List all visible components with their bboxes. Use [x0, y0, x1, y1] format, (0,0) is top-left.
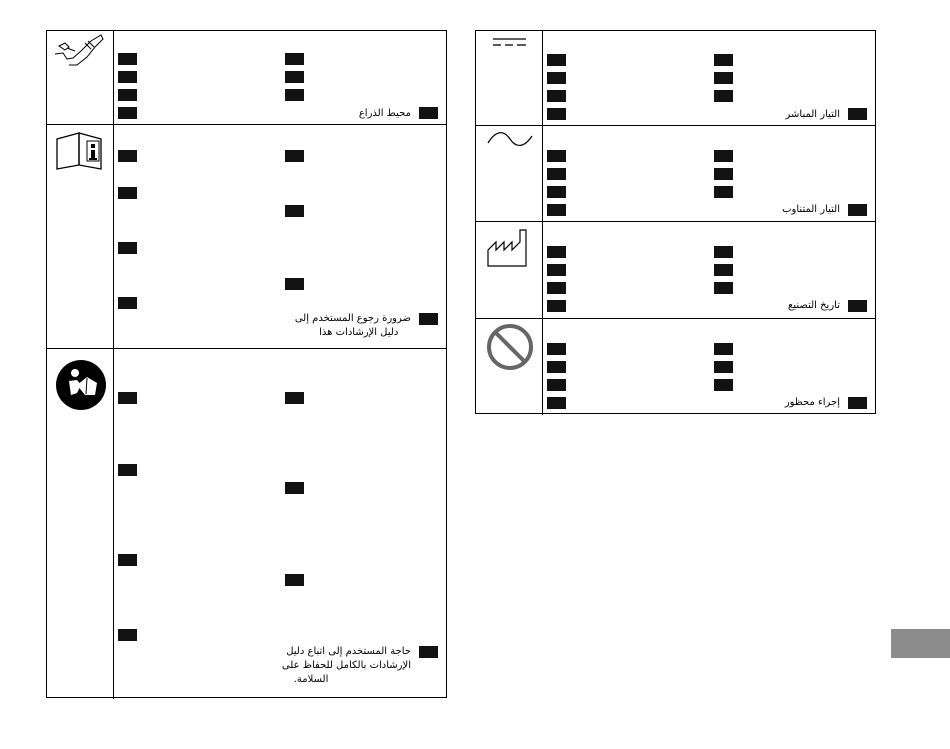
- redacted-block: [714, 246, 733, 258]
- direct-current-icon: [476, 31, 542, 55]
- redacted-block: [547, 300, 566, 312]
- redacted-block: [547, 54, 566, 66]
- redacted-block: [118, 464, 137, 476]
- redacted-block: [285, 482, 304, 494]
- redacted-block: [547, 90, 566, 102]
- redacted-block: [118, 297, 137, 309]
- redacted-block: [285, 205, 304, 217]
- instructions-book-icon: [47, 125, 113, 175]
- redacted-block: [547, 379, 566, 391]
- prohibited-icon: [476, 319, 542, 375]
- redacted-block: [285, 392, 304, 404]
- icon-cell: [47, 125, 114, 348]
- redacted-block: [547, 204, 566, 216]
- redacted-block: [118, 89, 137, 101]
- redacted-block: [848, 108, 867, 120]
- redacted-block: [547, 72, 566, 84]
- icon-cell: [476, 126, 543, 221]
- icon-cell: [476, 222, 543, 318]
- table-row: [476, 319, 875, 415]
- symbol-description: حاجة المستخدم إلى اتباع دليل الإرشادات بالكامل للحفاظ على السلامة.: [281, 646, 411, 685]
- table-row: [476, 222, 875, 319]
- redacted-block: [118, 150, 137, 162]
- redacted-block: [547, 264, 566, 276]
- redacted-block: [547, 150, 566, 162]
- redacted-block: [714, 150, 733, 162]
- redacted-block: [118, 187, 137, 199]
- redacted-block: [848, 204, 867, 216]
- arm-cuff-icon: [47, 31, 113, 71]
- read-manual-mandatory-icon: [47, 349, 113, 415]
- icon-cell: [47, 349, 114, 699]
- symbol-description: تاريخ التصنيع: [788, 300, 840, 311]
- table-row: [47, 349, 446, 699]
- table-row: [47, 31, 446, 125]
- redacted-block: [547, 343, 566, 355]
- redacted-block: [714, 168, 733, 180]
- redacted-block: [547, 246, 566, 258]
- redacted-block: [118, 53, 137, 65]
- redacted-block: [419, 313, 438, 325]
- redacted-block: [118, 242, 137, 254]
- redacted-block: [714, 90, 733, 102]
- symbol-description: إجراء محظور: [784, 397, 840, 408]
- redacted-block: [714, 72, 733, 84]
- redacted-block: [285, 53, 304, 65]
- redacted-block: [285, 150, 304, 162]
- redacted-block: [714, 54, 733, 66]
- date-of-manufacture-icon: [476, 222, 542, 272]
- redacted-block: [285, 89, 304, 101]
- symbol-description: التيار المتناوب: [782, 204, 840, 215]
- symbol-description: محيط الذراع: [358, 108, 411, 119]
- left-symbol-table: [46, 30, 447, 698]
- alternating-current-icon: [476, 126, 542, 156]
- redacted-block: [848, 397, 867, 409]
- redacted-block: [118, 629, 137, 641]
- symbol-description: ضرورة رجوع المستخدم إلى دليل الإرشادات هذا: [294, 313, 411, 338]
- redacted-block: [714, 186, 733, 198]
- redacted-block: [118, 554, 137, 566]
- redacted-block: [547, 168, 566, 180]
- redacted-block: [118, 71, 137, 83]
- redacted-block: [547, 361, 566, 373]
- redacted-block: [419, 646, 438, 658]
- redacted-block: [285, 71, 304, 83]
- redacted-block: [547, 186, 566, 198]
- redacted-block: [118, 392, 137, 404]
- table-row: [476, 126, 875, 222]
- symbol-description: التيار المباشر: [785, 109, 840, 120]
- redacted-block: [714, 379, 733, 391]
- redacted-block: [547, 397, 566, 409]
- redacted-block: [419, 107, 438, 119]
- redacted-block: [118, 107, 137, 119]
- redacted-block: [714, 264, 733, 276]
- redacted-block: [714, 282, 733, 294]
- icon-cell: [47, 31, 114, 124]
- icon-cell: [476, 31, 543, 125]
- redacted-block: [547, 282, 566, 294]
- section-tab: [891, 629, 950, 658]
- redacted-block: [547, 108, 566, 120]
- table-row: [47, 125, 446, 349]
- redacted-block: [714, 361, 733, 373]
- right-symbol-table: [475, 30, 876, 414]
- table-row: [476, 31, 875, 126]
- redacted-block: [714, 343, 733, 355]
- redacted-block: [285, 278, 304, 290]
- redacted-block: [848, 300, 867, 312]
- redacted-block: [285, 574, 304, 586]
- icon-cell: [476, 319, 543, 415]
